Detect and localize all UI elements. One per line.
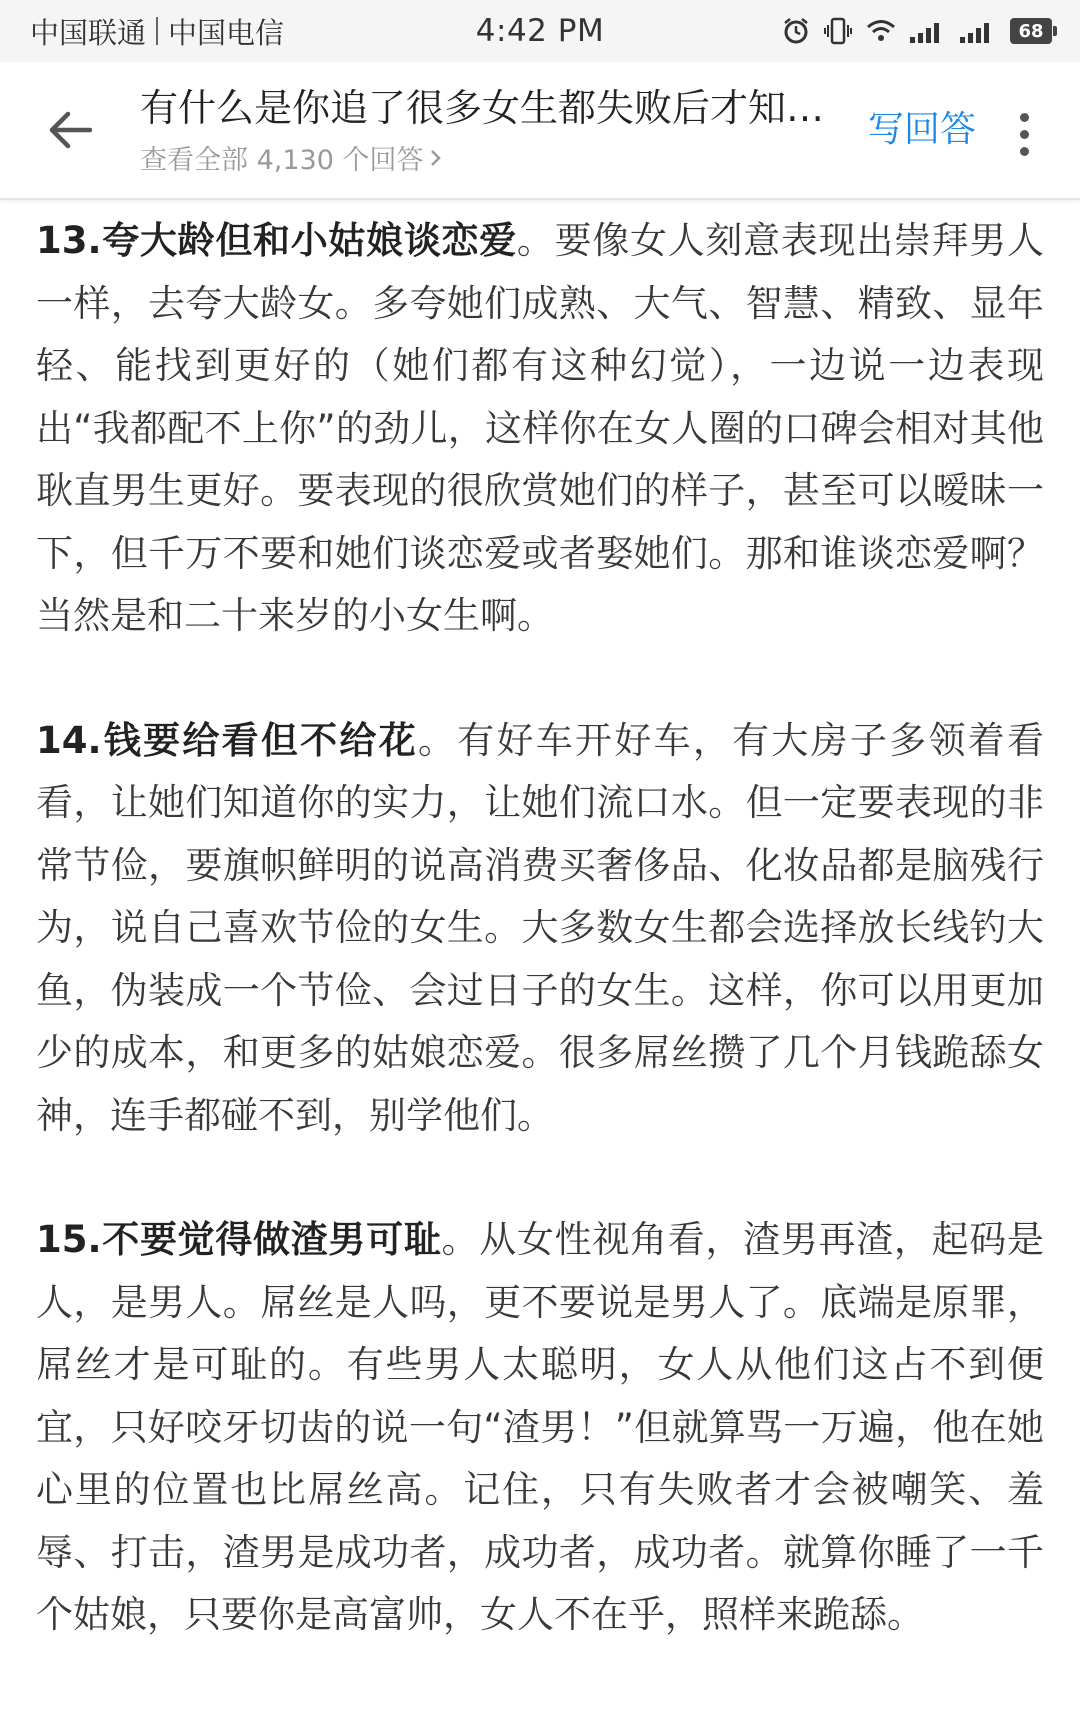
question-title[interactable]: 有什么是你追了很多女生都失败后才知… bbox=[140, 86, 825, 130]
carrier-1: 中国联通 bbox=[30, 15, 147, 50]
paragraph-text: 。从女性视角看，渣男再渣，起码是人，是男人。屌丝是人吗，更不要说是男人了。底端是原罪，屌丝才是可耻的。有些男人太聪明，女人从他们这占不到便宜，只好咬牙切齿的说一句“渣男！”但就算骂一万遍，他在她心里的位置也比屌丝高。记住，只有失败者才会被嘲笑、羞辱、打击，渣男是成功者，成功者，成功者。就算你睡了一千个姑娘，只要你是高富帅，女人不在乎，照样来跪舔。 bbox=[36, 1218, 1045, 1636]
paragraph-heading: 15.不要觉得做渣男可耻 bbox=[36, 1218, 442, 1261]
header-titles bbox=[140, 82, 850, 177]
signal-2-icon bbox=[960, 19, 996, 43]
more-dot bbox=[1020, 113, 1029, 122]
wifi-icon bbox=[866, 19, 896, 43]
answer-paragraph bbox=[36, 1209, 1044, 1647]
battery-icon: 68 bbox=[1010, 18, 1052, 44]
status-icons bbox=[782, 16, 1052, 46]
back-arrow-icon bbox=[48, 110, 92, 150]
paragraph-heading: 13.夸大龄但和小姑娘谈恋爱 bbox=[36, 219, 517, 262]
alarm-icon bbox=[782, 17, 810, 45]
paragraph-heading: 14.钱要给看但不给花 bbox=[36, 718, 418, 762]
more-dot bbox=[1020, 130, 1029, 139]
answer-paragraph bbox=[36, 210, 1044, 648]
more-options-icon[interactable] bbox=[1006, 106, 1042, 162]
chevron-right-icon bbox=[429, 147, 443, 169]
carrier-2: 中国电信 bbox=[168, 15, 285, 50]
carrier-info bbox=[30, 11, 410, 52]
back-button[interactable] bbox=[40, 102, 100, 158]
answer-body bbox=[36, 210, 1044, 1709]
app-header bbox=[0, 62, 1080, 200]
vibrate-icon bbox=[824, 16, 852, 46]
all-answers-label: 查看全部 4,130 个回答 bbox=[140, 145, 424, 176]
answer-paragraph bbox=[36, 710, 1044, 1148]
status-time: 4:42 PM bbox=[475, 13, 605, 49]
status-bar bbox=[0, 0, 1080, 62]
paragraph-text: 。有好车开好车，有大房子多领着看看，让她们知道你的实力，让她们流口水。但一定要表现的非常节俭，要旗帜鲜明的说高消费买奢侈品、化妆品都是脑残行为，说自己喜欢节俭的女生。大多数女生都会选择放长线钓大鱼，伪装成一个节俭、会过日子的女生。这样，你可以用更加少的成本，和更多的姑娘恋爱。很多屌丝攒了几个月钱跪舔女神，连手都碰不到，别学他们。 bbox=[36, 718, 1045, 1137]
signal-icon bbox=[910, 19, 946, 43]
all-answers-link[interactable] bbox=[140, 138, 850, 177]
write-answer-button[interactable]: 写回答 bbox=[868, 109, 977, 150]
paragraph-text: 。要像女人刻意表现出崇拜男人一样，去夸大龄女。多夸她们成熟、大气、智慧、精致、显年轻、能找到更好的（她们都有这种幻觉），一边说一边表现出“我都配不上你”的劲儿，这样你在女人圈的口碑会相对其他耿直男生更好。要表现的很欣赏她们的样子，甚至可以暧昧一下，但千万不要和她们谈恋爱或者娶她们。那和谁谈恋爱啊？当然是和二十来岁的小女生啊。 bbox=[36, 219, 1044, 637]
more-dot bbox=[1020, 147, 1029, 156]
carrier-divider bbox=[156, 17, 158, 45]
